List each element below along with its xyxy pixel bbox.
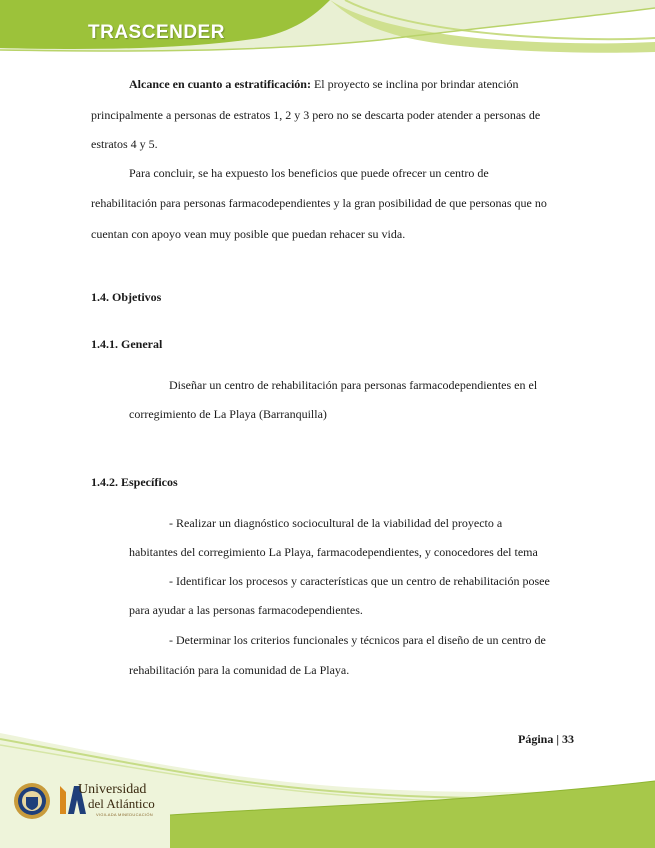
header-title: TRASCENDER bbox=[88, 22, 225, 43]
paragraph-conclusion-line2: rehabilitación para personas farmacodependientes y la gran posibilidad de que personas que no bbox=[91, 196, 547, 210]
specific-objective-3-line2: rehabilitación para la comunidad de La Playa. bbox=[129, 663, 350, 677]
specific-objective-3-line1: - Determinar los criterios funcionales y técnicos para el diseño de un centro de bbox=[169, 633, 546, 647]
paragraph-conclusion-line1: Para concluir, se ha expuesto los beneficios que puede ofrecer un centro de bbox=[129, 166, 489, 180]
general-objective-line1: Diseñar un centro de rehabilitación para personas farmacodependientes en el bbox=[169, 378, 538, 392]
paragraph-conclusion-line3: cuentan con apoyo vean muy posible que puedan rehacer su vida. bbox=[91, 227, 406, 241]
paragraph-stratification-line3: estratos 4 y 5. bbox=[91, 137, 158, 151]
logo-university-line3: VIGILADA MINEDUCACIÓN bbox=[96, 812, 153, 817]
specific-objective-2-line1: - Identificar los procesos y características que un centro de rehabilitación posee bbox=[169, 574, 550, 588]
general-objective-line2: corregimiento de La Playa (Barranquilla) bbox=[129, 407, 327, 421]
heading-especificos: 1.4.2. Específicos bbox=[91, 475, 178, 489]
specific-objective-1-line1: - Realizar un diagnóstico sociocultural de la viabilidad del proyecto a bbox=[169, 516, 503, 530]
paragraph-stratification-line1 bbox=[129, 77, 519, 91]
page-number: Página | 33 bbox=[518, 732, 574, 746]
paragraph-stratification-line2: principalmente a personas de estratos 1, 2 y 3 pero no se descarta poder atender a personas de bbox=[91, 108, 541, 122]
stratification-label: Alcance en cuanto a estratificación: bbox=[129, 77, 311, 91]
specific-objective-2-line2: para ayudar a las personas farmacodependientes. bbox=[129, 603, 363, 617]
logo-university-line1: Universidad bbox=[78, 782, 147, 797]
stratification-text: El proyecto se inclina por brindar atención bbox=[313, 77, 519, 91]
logo-university-line2: del Atlántico bbox=[88, 796, 155, 811]
specific-objective-1-line2: habitantes del corregimiento La Playa, farmacodependientes, y conocedores del tema bbox=[129, 545, 538, 559]
heading-objetivos: 1.4. Objetivos bbox=[91, 290, 162, 304]
heading-general: 1.4.1. General bbox=[91, 337, 163, 351]
